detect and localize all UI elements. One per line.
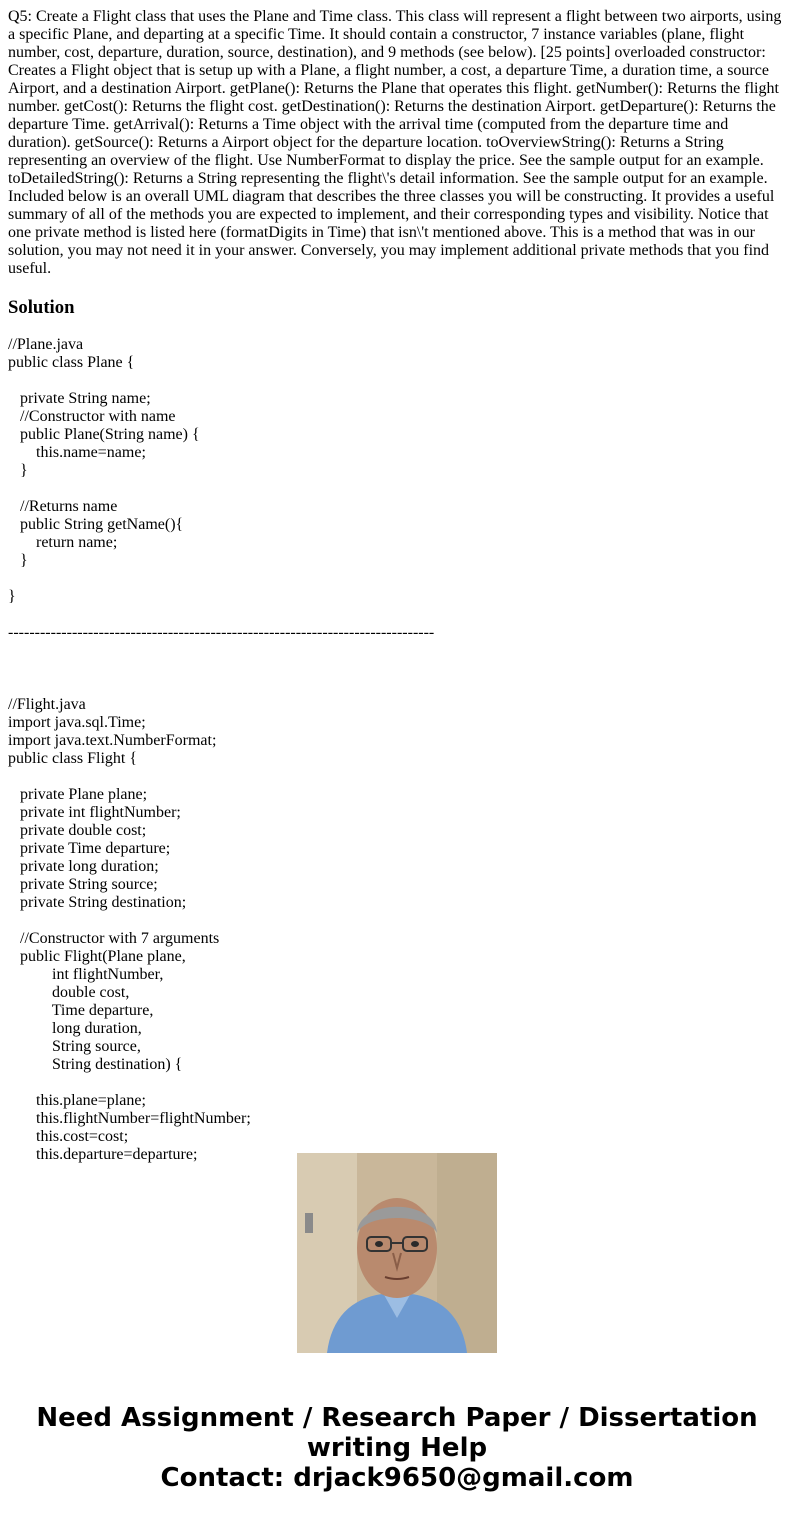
code-line: [8, 570, 786, 588]
promo-footer: [0, 1403, 794, 1493]
code-line: public class Plane {: [8, 354, 135, 371]
code-line: public class Flight {: [8, 750, 138, 767]
code-line: [8, 372, 786, 390]
code-line: private double cost;: [8, 822, 147, 839]
code-line: [8, 642, 786, 660]
code-line: private String destination;: [8, 894, 187, 911]
code-line: --------------------------------------------------------------------------------: [8, 624, 435, 641]
code-line: this.cost=cost;: [8, 1128, 129, 1145]
code-line: import java.sql.Time;: [8, 714, 146, 731]
code-line: }: [8, 552, 28, 569]
promo-contact[interactable]: Contact: drjack9650@gmail.com: [160, 1463, 634, 1493]
code-line: //Flight.java: [8, 696, 86, 713]
code-line: public String getName(){: [8, 516, 184, 533]
code-line: }: [8, 588, 16, 605]
solution-heading: Solution: [8, 297, 75, 318]
code-line: //Constructor with 7 arguments: [8, 930, 220, 947]
code-line: int flightNumber,: [8, 966, 164, 983]
code-line: [8, 606, 786, 624]
code-line: this.plane=plane;: [8, 1092, 146, 1109]
code-line: [8, 660, 786, 678]
code-line: [8, 768, 786, 786]
code-line: return name;: [8, 534, 118, 551]
code-line: private Time departure;: [8, 840, 171, 857]
code-line: private Plane plane;: [8, 786, 148, 803]
code-line: private long duration;: [8, 858, 159, 875]
code-line: Time departure,: [8, 1002, 154, 1019]
code-line: this.flightNumber=flightNumber;: [8, 1110, 251, 1127]
promo-line-2: writing Help: [306, 1433, 488, 1463]
code-line: //Returns name: [8, 498, 118, 515]
code-line: long duration,: [8, 1020, 142, 1037]
code-line: double cost,: [8, 984, 130, 1001]
code-line: //Plane.java: [8, 336, 84, 353]
code-line: public Plane(String name) {: [8, 426, 200, 443]
code-line: String source,: [8, 1038, 141, 1055]
author-avatar: [297, 1153, 497, 1353]
code-line: import java.text.NumberFormat;: [8, 732, 217, 749]
code-line: [8, 480, 786, 498]
code-line: [8, 678, 786, 696]
code-line: this.departure=departure;: [8, 1146, 198, 1163]
code-line: private String name;: [8, 390, 151, 407]
code-line: }: [8, 462, 28, 479]
code-line: [8, 912, 786, 930]
code-line: String destination) {: [8, 1056, 183, 1073]
solution-code-block: [8, 336, 786, 1163]
question-text: Q5: Create a Flight class that uses the Plane and Time class. This class will represent a flight between two airports, using a specific Plane, and departing at a specific Time. It should contain a constructor, 7 instance variables (plane, flight number, cost, departure, duration, source, destination), and 9 methods (see below). [25 points] overloaded constructor: Creates a Flight object that is setup up with a Plane, a flight number, a cost, a departure Time, a duration time, a source Airport, and a destination Airport. getPlane(): Returns the Plane that operates this flight. getNumber(): Returns the flight number. getCost(): Returns the flight cost. getDestination(): Returns the destination Airport. getDeparture(): Returns the departure Time. getArrival(): Returns a Time object with the arrival time (computed from the departure time and duration). getSource(): Returns a Airport object for the departure location. toOverviewString(): Returns a String representing an overview of the flight. Use NumberFormat to display the price. See the sample output for an example. toDetailedString(): Returns a String representing the flight\'s detail information. See the sample output for an example. Included below is an overall UML diagram that describes the three classes you will be constructing. It provides a useful summary of all of the methods you are expected to implement, and their corresponding types and visibility. Notice that one private method is listed here (formatDigits in Time) that isn\'t mentioned above. This is a method that was in our solution, you may not need it in your answer. Conversely, you may implement additional private methods that you find useful.: [8, 8, 782, 277]
code-line: this.name=name;: [8, 444, 146, 461]
code-line: private String source;: [8, 876, 158, 893]
promo-line-1: Need Assignment / Research Paper / Dissertation: [36, 1403, 758, 1433]
code-line: //Constructor with name: [8, 408, 176, 425]
code-line: public Flight(Plane plane,: [8, 948, 186, 965]
code-line: [8, 1074, 786, 1092]
code-line: private int flightNumber;: [8, 804, 181, 821]
